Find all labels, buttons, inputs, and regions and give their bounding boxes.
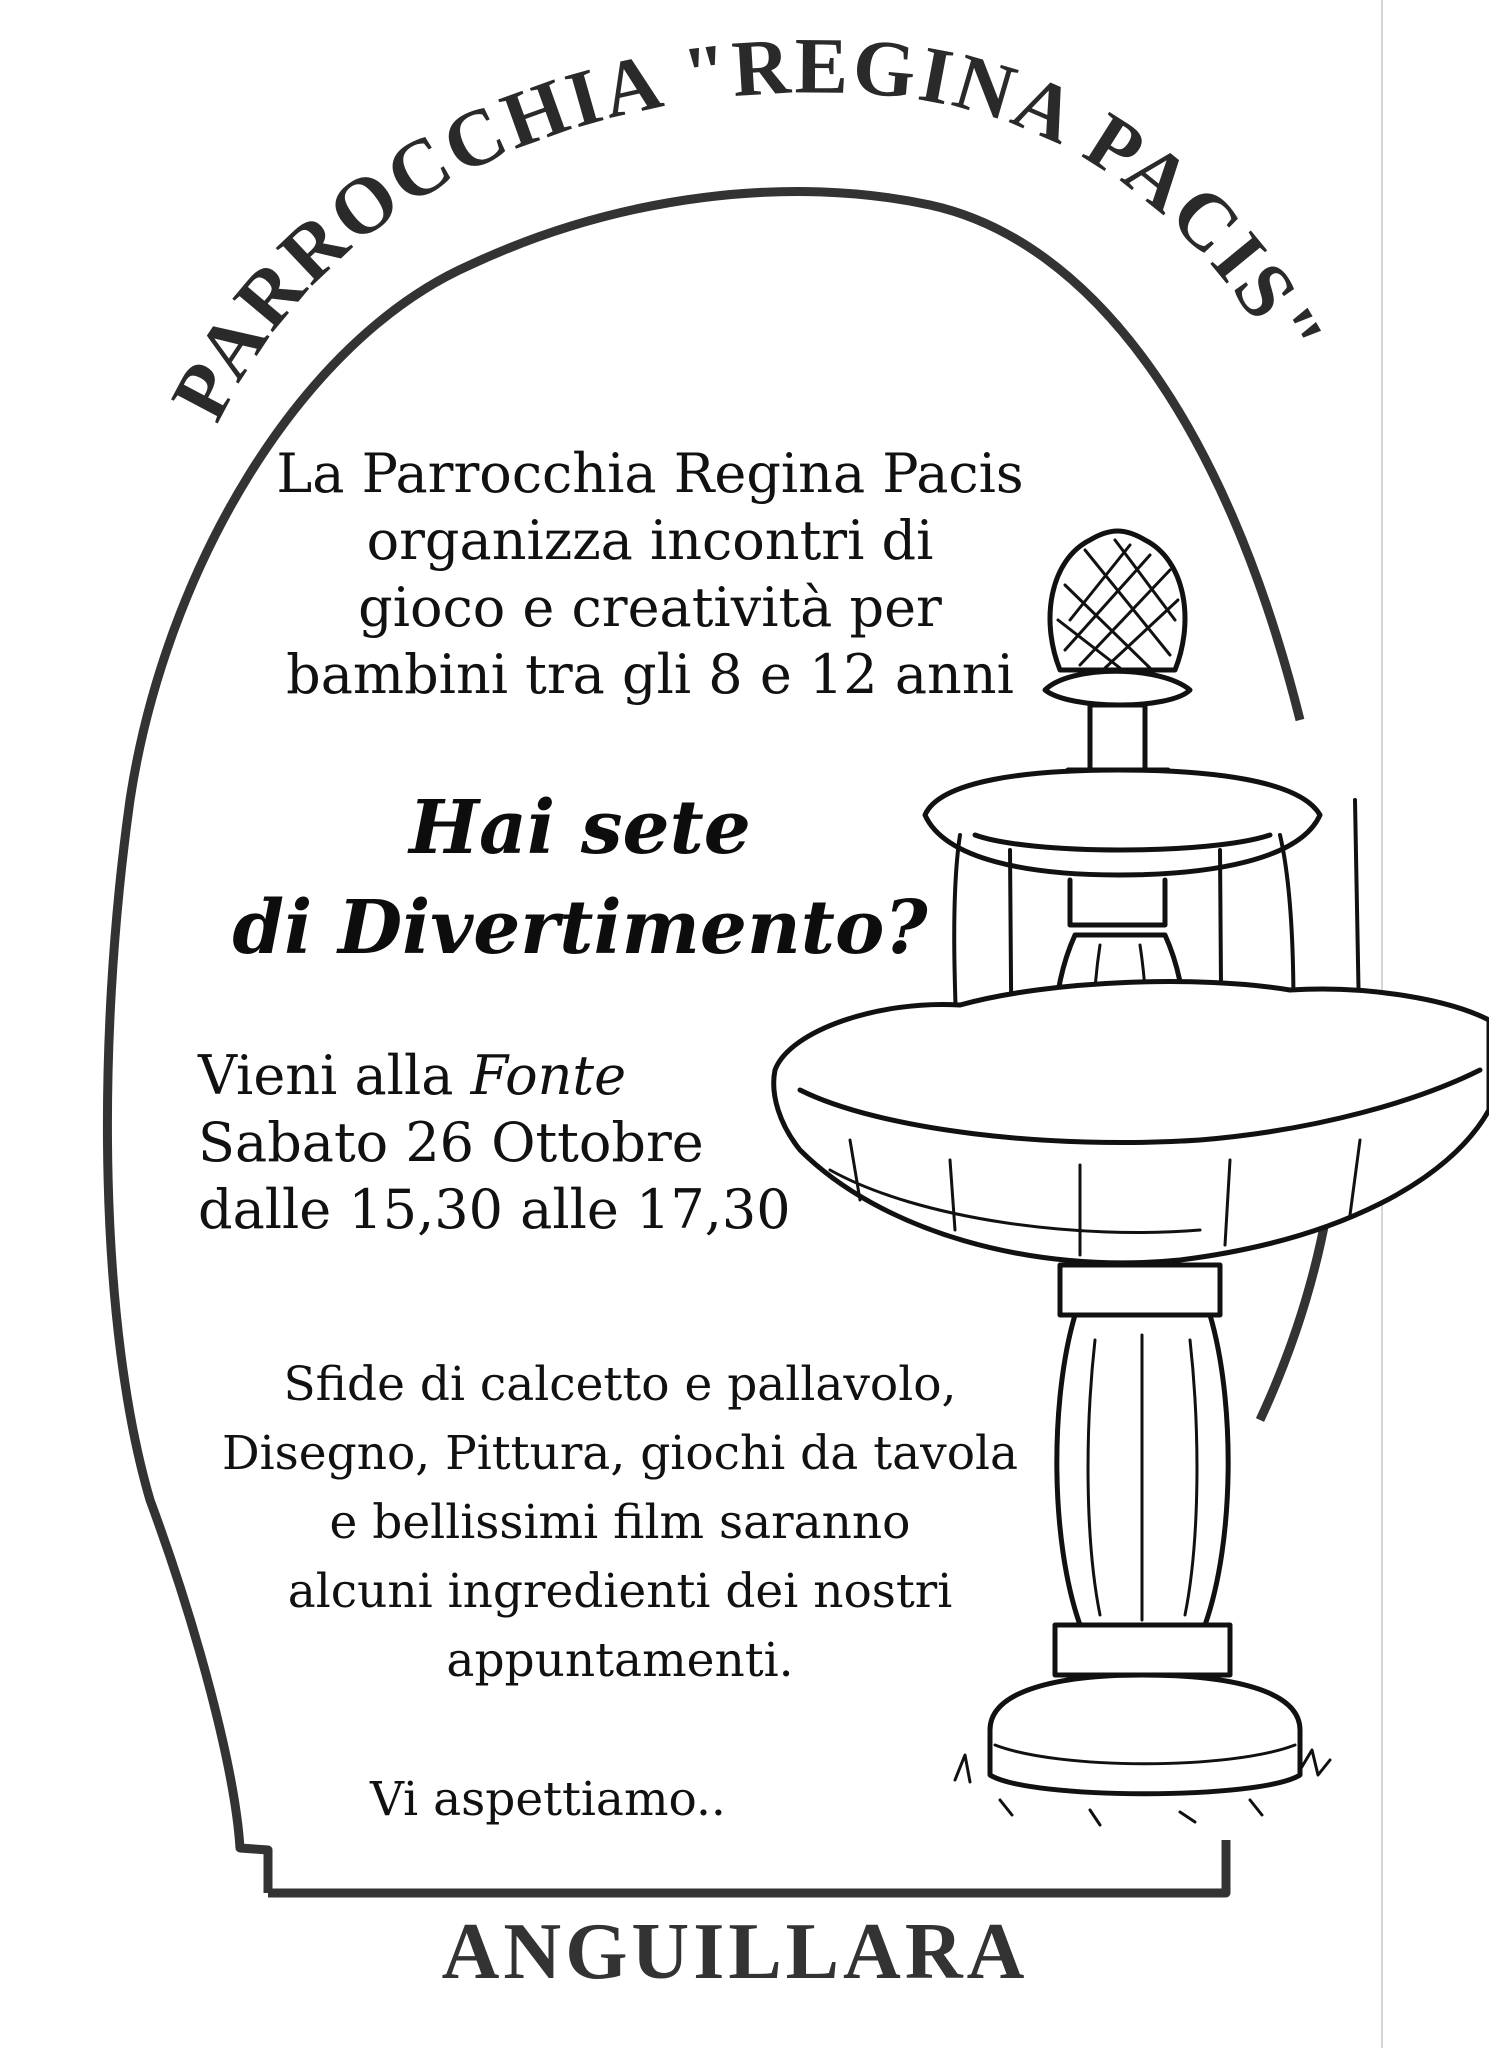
event-date: Sabato 26 Ottobre (198, 1111, 704, 1174)
footer-place-name: ANGUILLARA (441, 1908, 1029, 1996)
intro-line: gioco e creatività per (358, 576, 942, 639)
parish-arch-title: PARROCCHIA "REGINA PACIS" (154, 22, 1343, 434)
activities-line: appuntamenti. (446, 1633, 794, 1688)
frame-base-line (268, 1840, 1226, 1893)
intro-line: organizza incontri di (366, 509, 934, 572)
headline-line: Hai sete (409, 785, 751, 871)
intro-paragraph (150, 440, 1150, 708)
event-invite-line (198, 1042, 791, 1109)
closing-text: Vi aspettiamo.. (370, 1772, 726, 1827)
event-venue: Fonte (470, 1044, 627, 1107)
headline (180, 778, 980, 978)
event-details (198, 1042, 791, 1243)
activities-line: alcuni ingredienti dei nostri (287, 1564, 953, 1619)
fountain-upper-basin (925, 770, 1320, 875)
event-invite-text: Vieni alla (198, 1044, 471, 1107)
intro-line: La Parrocchia Regina Pacis (276, 442, 1024, 505)
activities-line: Disegno, Pittura, giochi da tavola (221, 1426, 1019, 1481)
event-time: dalle 15,30 alle 17,30 (198, 1178, 791, 1241)
activities-line: e bellissimi film saranno (329, 1495, 911, 1550)
intro-line: bambini tra gli 8 e 12 anni (286, 643, 1014, 706)
headline-line: di Divertimento? (232, 885, 928, 971)
activities-line: Sfide di calcetto e pallavolo, (283, 1357, 957, 1412)
activities-paragraph (170, 1350, 1070, 1695)
